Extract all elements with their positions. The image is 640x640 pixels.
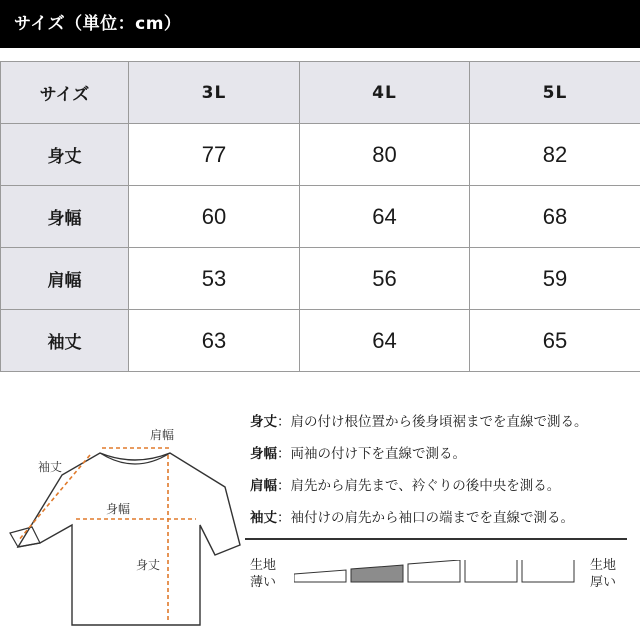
row-label: 肩幅 bbox=[1, 248, 129, 310]
row-label: 身幅 bbox=[1, 186, 129, 248]
legend-desc: ：肩の付け根位置から後身頃裾までを直線で測る。 bbox=[277, 414, 588, 430]
sleeve-label: 袖丈 bbox=[38, 460, 63, 474]
table-header-cell: サイズ bbox=[1, 62, 129, 124]
legend-item bbox=[250, 436, 640, 468]
row-label: 袖丈 bbox=[1, 310, 129, 372]
thickness-level bbox=[408, 560, 460, 582]
table-cell: 77 bbox=[129, 124, 300, 186]
thickness-label-line: 厚い bbox=[590, 575, 617, 590]
thickness-label-thick bbox=[590, 557, 616, 591]
legend-term: 身丈 bbox=[250, 414, 277, 430]
thickness-level bbox=[465, 560, 517, 582]
legend-desc: ：肩先から肩先まで、衿ぐりの後中央を測る。 bbox=[277, 478, 561, 494]
table-cell: 59 bbox=[470, 248, 640, 310]
table-cell: 64 bbox=[300, 186, 470, 248]
table-header-cell: 3L bbox=[129, 62, 300, 124]
table-cell: 56 bbox=[300, 248, 470, 310]
thickness-level bbox=[351, 565, 403, 582]
table-row bbox=[1, 310, 640, 372]
page-title: サイズ（単位：cm） bbox=[14, 14, 182, 34]
divider bbox=[245, 538, 627, 540]
legend-desc: ：両袖の付け下を直線で測る。 bbox=[277, 446, 466, 462]
table-cell: 65 bbox=[470, 310, 640, 372]
thickness-scale bbox=[294, 560, 580, 590]
size-table bbox=[0, 61, 640, 372]
shirt-cuff-left bbox=[10, 527, 40, 547]
legend-term: 身幅 bbox=[250, 446, 277, 462]
legend-item bbox=[250, 468, 640, 500]
table-cell: 82 bbox=[470, 124, 640, 186]
legend-item bbox=[250, 404, 640, 436]
table-cell: 80 bbox=[300, 124, 470, 186]
shirt-collar bbox=[100, 453, 170, 464]
table-header-row bbox=[1, 62, 640, 124]
table-row bbox=[1, 248, 640, 310]
shirt-outline bbox=[18, 453, 240, 625]
thickness-level bbox=[522, 560, 574, 582]
table-header-cell: 5L bbox=[470, 62, 640, 124]
thickness-label-line: 薄い bbox=[250, 575, 277, 590]
page-header bbox=[0, 0, 640, 48]
legend-term: 肩幅 bbox=[250, 478, 277, 494]
table-cell: 68 bbox=[470, 186, 640, 248]
table-cell: 64 bbox=[300, 310, 470, 372]
thickness-label-line: 生地 bbox=[590, 558, 617, 573]
legend-item bbox=[250, 500, 640, 532]
table-header-cell: 4L bbox=[300, 62, 470, 124]
thickness-label-line: 生地 bbox=[250, 558, 277, 573]
shoulder-label: 肩幅 bbox=[150, 428, 175, 442]
width-label: 身幅 bbox=[106, 502, 131, 516]
length-label: 身丈 bbox=[136, 558, 161, 572]
table-row bbox=[1, 124, 640, 186]
table-cell: 63 bbox=[129, 310, 300, 372]
table-cell: 60 bbox=[129, 186, 300, 248]
legend-desc: ：袖付けの肩先から袖口の端までを直線で測る。 bbox=[277, 510, 574, 526]
thickness-label-thin bbox=[250, 557, 276, 591]
row-label: 身丈 bbox=[1, 124, 129, 186]
thickness-level bbox=[294, 570, 346, 582]
legend-term: 袖丈 bbox=[250, 510, 277, 526]
measurement-legend bbox=[250, 404, 640, 532]
table-cell: 53 bbox=[129, 248, 300, 310]
table-row bbox=[1, 186, 640, 248]
shirt-diagram bbox=[0, 415, 245, 635]
